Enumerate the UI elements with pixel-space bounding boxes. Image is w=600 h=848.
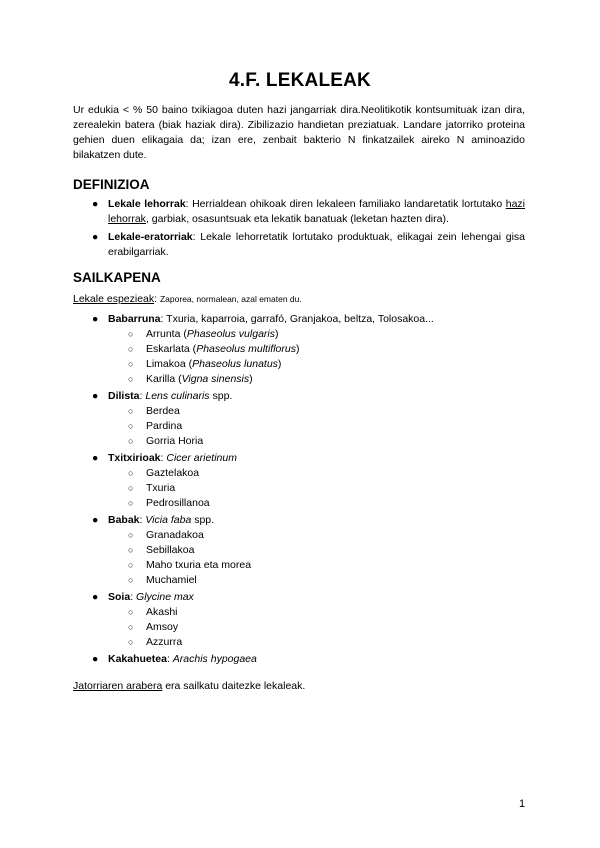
intro-paragraph: Ur edukia < % 50 baino txikiagoa duten hazi jangarriak dira.Neolitikotik kontsumituak izan dira, zerealekin batera (biak haziak dira). Zibilizazio handietan preziatuak. Landare jatorriko proteina gehien duen elikagaia da; izan ere, zenbait bakterio N finkatzailek aireko N aminoazido bilakatzen dute. [73, 104, 525, 161]
origin-note [73, 680, 305, 692]
variety-name: Granadakoa [146, 529, 204, 541]
list-item [90, 389, 525, 449]
circle-bullet-icon: ○ [128, 530, 134, 540]
bullet-icon: ● [92, 653, 99, 665]
circle-bullet-icon: ○ [128, 607, 134, 617]
variety-list [108, 605, 525, 650]
variety-name: Sebillakoa [146, 544, 195, 556]
variety-item [108, 620, 525, 635]
circle-bullet-icon: ○ [128, 637, 134, 647]
bullet-icon: ● [92, 591, 99, 603]
circle-bullet-icon: ○ [128, 329, 134, 339]
variety-name: Muchamiel [146, 574, 197, 586]
definition-item [90, 197, 525, 227]
variety-close: ) [295, 343, 300, 355]
variety-item [108, 635, 525, 650]
variety-name: Txuria [146, 482, 176, 494]
legume-description: : Txuria, kaparroia, garrafó, Granjakoa, beltza, Tolosakoa... [160, 313, 434, 325]
legume-colon: : [166, 653, 173, 665]
circle-bullet-icon: ○ [128, 498, 134, 508]
variety-name: Maho txuria eta morea [146, 559, 252, 571]
variety-list [108, 327, 525, 387]
section-heading-sailkapena: SAILKAPENA [73, 270, 161, 285]
bullet-icon: ● [92, 390, 99, 402]
variety-item [108, 496, 525, 511]
variety-name: Limakoa ( [146, 358, 193, 370]
variety-name: Eskarlata ( [146, 343, 197, 355]
circle-bullet-icon: ○ [128, 560, 134, 570]
page-title: 4.F. LEKALEAK [229, 70, 371, 91]
circle-bullet-icon: ○ [128, 575, 134, 585]
variety-name: Karilla ( [146, 373, 182, 385]
legume-scientific-name: Cicer arietinum [166, 452, 237, 464]
circle-bullet-icon: ○ [128, 406, 134, 416]
variety-close: ) [277, 358, 282, 370]
variety-list [108, 528, 525, 588]
definition-text: , garbiak, osasuntsuak eta lekatik banatuak (leketan hazten dira). [145, 213, 449, 225]
legume-scientific-name: Vicia faba [145, 514, 192, 526]
definition-underlined: hazi lehorrak [108, 198, 525, 225]
legume-name: Babarruna [108, 313, 161, 325]
bullet-icon: ● [92, 452, 99, 464]
legume-name: Dilista [108, 390, 140, 402]
circle-bullet-icon: ○ [128, 374, 134, 384]
origin-underlined: Jatorriaren arabera [73, 680, 163, 692]
bullet-icon: ● [92, 313, 99, 325]
variety-scientific-name: Phaseolus lunatus [192, 358, 278, 370]
variety-item [108, 327, 525, 342]
legume-colon: : [160, 452, 167, 464]
legume-suffix: spp. [209, 390, 233, 402]
variety-name: Berdea [146, 405, 180, 417]
variety-item [108, 404, 525, 419]
variety-item [108, 543, 525, 558]
variety-item [108, 419, 525, 434]
classification-list [90, 312, 525, 669]
definition-list [90, 197, 525, 263]
definition-text: : Lekale lehorretatik lortutako produktuak, elikagai zein lehengai gisa erabilgarriak. [108, 231, 525, 258]
variety-name: Akashi [146, 606, 178, 618]
variety-scientific-name: Phaseolus multiflorus [196, 343, 296, 355]
variety-name: Azzurra [146, 636, 183, 648]
variety-item [108, 558, 525, 573]
definition-term: Lekale-eratorriak [108, 231, 193, 243]
variety-item [108, 573, 525, 588]
variety-name: Gaztelakoa [146, 467, 200, 479]
legume-colon: : [139, 514, 146, 526]
variety-name: Pardina [146, 420, 183, 432]
variety-item [108, 357, 525, 372]
legume-scientific-name: Arachis hypogaea [172, 653, 257, 665]
origin-rest: era sailkatu daitezke lekaleak. [162, 680, 306, 692]
list-item [90, 513, 525, 588]
variety-item [108, 434, 525, 449]
variety-item [108, 466, 525, 481]
list-item [90, 451, 525, 511]
list-item [90, 312, 525, 387]
bullet-icon: ● [92, 231, 99, 243]
variety-close: ) [275, 328, 279, 340]
definition-text: : Herrialdean ohikoak diren lekaleen familiako landaretatik lortutako [185, 198, 506, 210]
variety-item [108, 605, 525, 620]
circle-bullet-icon: ○ [128, 359, 134, 369]
circle-bullet-icon: ○ [128, 483, 134, 493]
bullet-icon: ● [92, 514, 99, 526]
legume-scientific-name: Glycine max [136, 591, 194, 603]
legume-name: Soia [108, 591, 131, 603]
variety-item [108, 342, 525, 357]
species-colon: : [154, 293, 160, 305]
variety-scientific-name: Phaseolus vulgaris [186, 328, 275, 340]
section-heading-definizioa: DEFINIZIOA [73, 177, 150, 192]
circle-bullet-icon: ○ [128, 545, 134, 555]
page-number: 1 [519, 798, 526, 810]
legume-scientific-name: Lens culinaris [145, 390, 210, 402]
bullet-icon: ● [92, 198, 99, 210]
definition-item [90, 230, 525, 260]
circle-bullet-icon: ○ [128, 468, 134, 478]
circle-bullet-icon: ○ [128, 622, 134, 632]
list-item [90, 590, 525, 650]
variety-list [108, 466, 525, 511]
legume-colon: : [130, 591, 137, 603]
circle-bullet-icon: ○ [128, 436, 134, 446]
circle-bullet-icon: ○ [128, 421, 134, 431]
species-description: Zaporea, normalean, azal ematen du. [159, 294, 302, 304]
variety-name: Pedrosillanoa [146, 497, 210, 509]
variety-name: Amsoy [146, 621, 179, 633]
definition-term: Lekale lehorrak [108, 198, 186, 210]
list-item [90, 652, 525, 667]
legume-colon: : [139, 390, 146, 402]
variety-name: Arrunta ( [146, 328, 187, 340]
variety-close: ) [249, 373, 253, 385]
legume-name: Babak [108, 514, 140, 526]
variety-item [108, 372, 525, 387]
variety-list [108, 404, 525, 449]
legume-name: Txitxirioak [108, 452, 161, 464]
variety-scientific-name: Vigna sinensis [181, 373, 250, 385]
variety-item [108, 481, 525, 496]
legume-suffix: spp. [191, 514, 215, 526]
legume-name: Kakahuetea [108, 653, 167, 665]
species-label: Lekale espezieak [73, 293, 155, 305]
species-intro [73, 293, 302, 305]
variety-name: Gorria Horia [146, 435, 204, 447]
circle-bullet-icon: ○ [128, 344, 134, 354]
variety-item [108, 528, 525, 543]
